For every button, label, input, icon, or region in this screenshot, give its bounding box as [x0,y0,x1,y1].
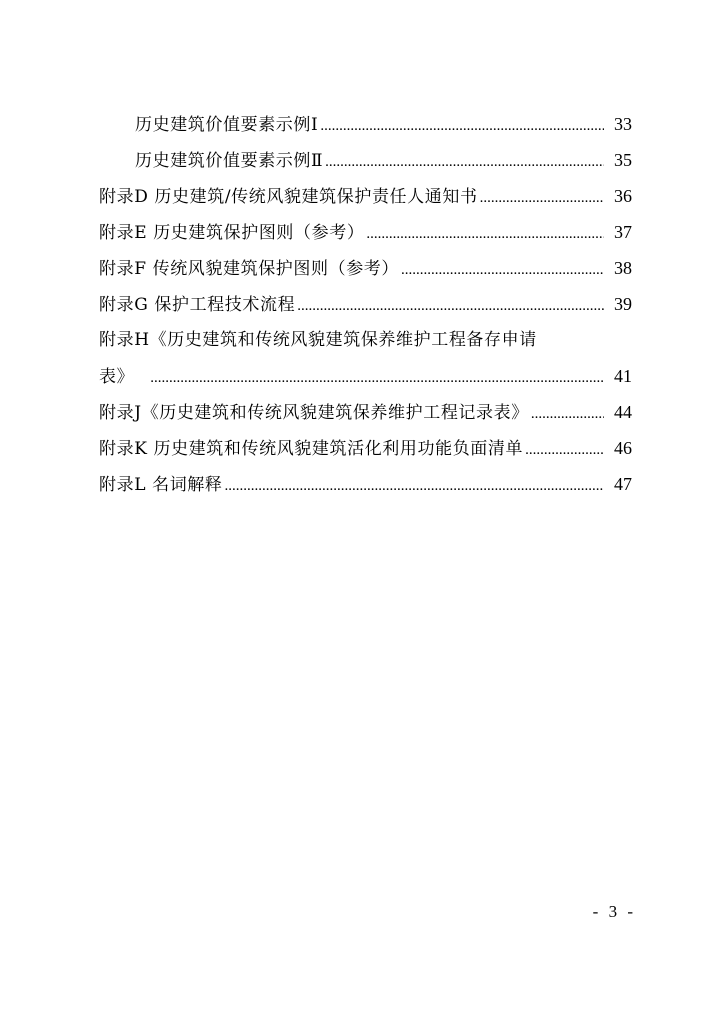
toc-dot-leader [325,150,604,174]
toc-page-number: 37 [614,222,632,242]
toc-entry-label: 表》 [99,367,135,387]
toc-dot-leader [531,402,604,426]
toc-entry-label: 附录K 历史建筑和传统风貌建筑活化利用功能负面清单 [99,439,524,459]
page-number-footer: - 3 - [592,902,636,921]
toc-page-number: 44 [614,402,632,422]
toc-entry-appendix-j[interactable] [99,400,632,436]
toc-page-number: 41 [614,366,632,386]
toc-page-number: 33 [614,114,632,134]
toc-entry-appendix-h-line1[interactable] [99,328,632,364]
toc-dot-leader [525,438,604,462]
toc-page-number: 38 [614,258,632,278]
toc-page-number: 39 [614,294,632,314]
toc-dot-leader [297,294,604,318]
toc-entry-appendix-g[interactable] [99,292,632,328]
toc-dot-leader [480,186,604,210]
toc-entry-appendix-l[interactable] [99,472,632,508]
toc-entry-appendix-k[interactable] [99,436,632,472]
toc-entry-label: 历史建筑价值要素示例Ⅱ [135,151,324,171]
toc-entry-label: 附录G 保护工程技术流程 [99,295,296,315]
toc-entry-label: 附录L 名词解释 [99,475,223,495]
toc-entry-label: 附录J《历史建筑和传统风貌建筑保养维护工程记录表》 [99,403,529,423]
toc-entry-value-example-2[interactable] [99,148,632,184]
toc-dot-leader [401,258,604,282]
toc-entry-label: 附录D 历史建筑/传统风貌建筑保护责任人通知书 [99,187,478,207]
toc-entry-appendix-d[interactable] [99,184,632,220]
toc-page-number: 35 [614,150,632,170]
toc-entry-value-example-1[interactable] [99,112,632,148]
toc-dot-leader [150,366,604,390]
toc-entry-label: 附录F 传统风貌建筑保护图则（参考） [99,259,399,279]
toc-entry-label: 历史建筑价值要素示例Ⅰ [135,115,319,135]
toc-page-number: 47 [614,474,632,494]
toc-entry-appendix-f[interactable] [99,256,632,292]
toc-entry-appendix-e[interactable] [99,220,632,256]
toc-page-number: 36 [614,186,632,206]
toc-entry-label: 附录E 历史建筑保护图则（参考） [99,223,365,243]
toc-dot-leader [225,474,605,498]
toc-entry-label: 附录H《历史建筑和传统风貌建筑保养维护工程备存申请 [99,330,537,350]
toc-dot-leader [366,222,604,246]
toc-entry-appendix-h-line2[interactable] [99,364,632,400]
toc-dot-leader [320,114,604,138]
table-of-contents [99,112,632,508]
toc-page-number: 46 [614,438,632,458]
